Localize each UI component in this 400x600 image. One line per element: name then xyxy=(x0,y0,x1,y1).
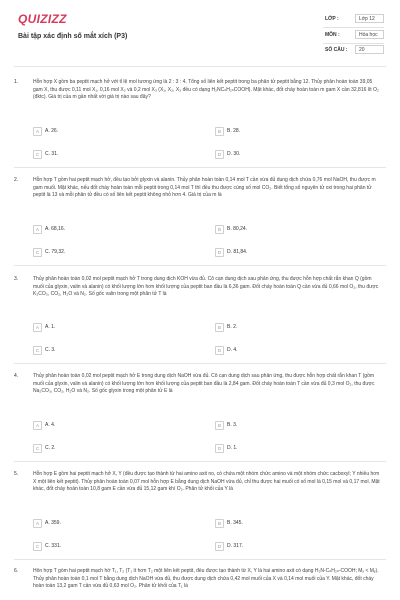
option-text: D. 30. xyxy=(227,151,241,157)
option-text: B. 3. xyxy=(227,422,238,428)
option-b[interactable] xyxy=(215,127,365,136)
option-text: A. 1. xyxy=(45,324,56,330)
option-d[interactable] xyxy=(215,542,365,551)
option-text: B. 345. xyxy=(227,520,243,526)
class-label: LỚP : xyxy=(325,16,339,22)
option-b[interactable] xyxy=(215,323,365,332)
header-divider xyxy=(14,66,386,67)
option-c[interactable] xyxy=(33,542,183,551)
option-text: D. 1. xyxy=(227,445,238,451)
option-letter-box: A xyxy=(33,225,42,234)
question-number: 3. xyxy=(14,276,19,282)
option-d[interactable] xyxy=(215,444,365,453)
option-text: C. 79,32. xyxy=(45,249,66,255)
option-text: A. 68,16. xyxy=(45,226,66,232)
option-text: C. 331. xyxy=(45,543,62,549)
option-letter-box: C xyxy=(33,444,42,453)
meta-divider xyxy=(323,43,384,44)
question-text: Hỗn hợp T gồm hai peptit mạch hở T₁, T₂ (T₁ ít hơn T₂ một liên kết peptit, đều được tạo thành từ X, Y là hai amino axit có dạng H₂N-CₙH₂ₙ-COOH; Mₓ < Mᵧ). Thủy phân hoàn toàn 0,1 mol T bằng dung dịch NaOH vừa đủ, thu được dung dịch chứa 0,42 mol muối của X và 0,14 mol muối của Y. Mặt khác, đốt cháy hoàn toàn 13,2 gam T cần vừa đủ 0,63 mol O₂. Phân tử khối của T₁ là xyxy=(33,568,379,590)
option-text: A. 26. xyxy=(45,128,59,134)
question-text: Thủy phân hoàn toàn 0,02 mol peptit mạch hở E trong dung dịch NaOH vừa đủ. Cô cạn dung dịch sau phản ứng, thu được hỗn hợp chất rắn khan T (gồm muối của glyxin, valin và alanin) có khối lượng lớn hơn khối lượng của peptit ban đầu là 2,84 gam. Đốt cháy hoàn toàn T cần vừa đủ 0,3 mol O₂, thu được Na₂CO₃, CO₂, H₂O và N₂. Số gốc glyxin trong một phân tử E là xyxy=(33,373,375,395)
question-divider xyxy=(14,363,386,364)
question-6 xyxy=(0,568,400,600)
option-letter-box: A xyxy=(33,519,42,528)
option-letter-box: A xyxy=(33,127,42,136)
subject-value: Hóa học xyxy=(355,30,384,39)
question-text: Hỗn hợp X gồm ba peptit mạch hở với tỉ lệ mol tương ứng là 2 : 3 : 4. Tổng số liên kết peptit trong ba phân tử peptit bằng 12. Thủy phân hoàn toàn 39,05 gam X, thu được 0,11 mol X₁, 0,16 mol X₂ và 0,2 mol X₃ (X₁, X₂, X₃ đều có dạng H₂NCₙH₂ₙCOOH). Mặt khác, đốt cháy hoàn toàn m gam X cần 32,816 lít O₂ (đktc). Giá trị của m gần nhất với giá trị nào sau đây? xyxy=(33,79,379,101)
count-value: 20 xyxy=(355,45,384,54)
option-letter-box: C xyxy=(33,248,42,257)
class-value: Lớp 12 xyxy=(355,14,384,23)
option-letter-box: A xyxy=(33,323,42,332)
option-a[interactable] xyxy=(33,421,183,430)
option-text: D. 317. xyxy=(227,543,244,549)
option-letter-box: D xyxy=(215,248,224,257)
option-text: D. 81,84. xyxy=(227,249,248,255)
option-letter-box: B xyxy=(215,127,224,136)
option-letter-box: D xyxy=(215,444,224,453)
option-letter-box: D xyxy=(215,150,224,159)
option-letter-box: B xyxy=(215,225,224,234)
question-divider xyxy=(14,265,386,266)
question-divider xyxy=(14,559,386,560)
option-c[interactable] xyxy=(33,150,183,159)
count-label: SỐ CÂU : xyxy=(325,47,348,53)
option-c[interactable] xyxy=(33,248,183,257)
question-number: 5. xyxy=(14,471,19,477)
option-b[interactable] xyxy=(215,519,365,528)
subject-label: MÔN : xyxy=(325,32,340,38)
option-text: C. 2. xyxy=(45,445,56,451)
question-number: 2. xyxy=(14,177,19,183)
option-a[interactable] xyxy=(33,225,183,234)
option-letter-box: B xyxy=(215,519,224,528)
option-b[interactable] xyxy=(215,225,365,234)
page-header xyxy=(0,0,400,62)
option-d[interactable] xyxy=(215,346,365,355)
question-number: 1. xyxy=(14,79,19,85)
question-text: Hỗn hợp E gồm hai peptit mạch hở X, Y (đều được tạo thành từ hai amino axit no, có chứa một nhóm chức amino và một nhóm chức cacboxyl; Y nhiều hơn X một liên kết peptit). Thủy phân hoàn toàn 0,07 mol hỗn hợp E bằng dung dịch NaOH vừa đủ, chỉ thu được hai muối có số mol là 0,15 mol và 0,17 mol. Mặt khác, đốt cháy hoàn toàn 10,8 gam E cần vừa đủ 15,12 gam khí O₂. Phân tử khối của Y là xyxy=(33,471,380,493)
option-letter-box: D xyxy=(215,346,224,355)
question-divider xyxy=(14,167,386,168)
option-d[interactable] xyxy=(215,248,365,257)
option-letter-box: D xyxy=(215,542,224,551)
option-c[interactable] xyxy=(33,346,183,355)
option-letter-box: A xyxy=(33,421,42,430)
option-a[interactable] xyxy=(33,127,183,136)
option-text: A. 4. xyxy=(45,422,56,428)
question-text: Hỗn hợp T gồm hai peptit mạch hở, đều tạo bởi glyxin và alanin. Thủy phân hoàn toàn 0,14 mol T cần vừa đủ dung dịch chứa 0,76 mol NaOH, thu được m gam muối. Mặt khác, nếu đốt cháy hoàn toàn mỗi peptit trong 0,14 mol T thì đều thu được cùng số mol CO₂. Biết tổng số nguyên tử oxi trong hai phân tử peptit là 13 và mỗi phân tử đều có số liên kết peptit không nhỏ hơn 4. Giá trị của m là xyxy=(33,177,376,199)
option-letter-box: C xyxy=(33,346,42,355)
option-c[interactable] xyxy=(33,444,183,453)
option-b[interactable] xyxy=(215,421,365,430)
option-d[interactable] xyxy=(215,150,365,159)
option-text: B. 80,24. xyxy=(227,226,248,232)
option-letter-box: B xyxy=(215,421,224,430)
option-letter-box: C xyxy=(33,542,42,551)
option-text: D. 4. xyxy=(227,347,238,353)
question-divider xyxy=(14,461,386,462)
option-text: A. 359. xyxy=(45,520,61,526)
quizizz-logo: QUIZIZZ xyxy=(18,12,67,26)
question-text: Thủy phân hoàn toàn 0,02 mol peptit mạch hở T trong dung dịch KOH vừa đủ. Cô cạn dung dịch sau phản ứng, thu được hỗn hợp chất rắn khan Q (gồm muối của glyxin, valin và alanin) có khối lượng lớn hơn khối lượng của peptit ban đầu là 6,36 gam. Đốt cháy hoàn toàn Q cần vừa đủ 0,66 mol O₂, thu được K₂CO₃, CO₂, H₂O và N₂. Số gốc valin trong một phân tử T là xyxy=(33,276,379,298)
question-number: 6. xyxy=(14,568,19,574)
option-a[interactable] xyxy=(33,323,183,332)
option-text: C. 31. xyxy=(45,151,59,157)
page-title: Bài tập xác định số mắt xích (P3) xyxy=(18,33,128,40)
option-a[interactable] xyxy=(33,519,183,528)
option-text: B. 2. xyxy=(227,324,238,330)
option-text: B. 28. xyxy=(227,128,241,134)
option-letter-box: B xyxy=(215,323,224,332)
option-letter-box: C xyxy=(33,150,42,159)
question-number: 4. xyxy=(14,373,19,379)
meta-divider xyxy=(323,27,384,28)
option-text: C. 3. xyxy=(45,347,56,353)
